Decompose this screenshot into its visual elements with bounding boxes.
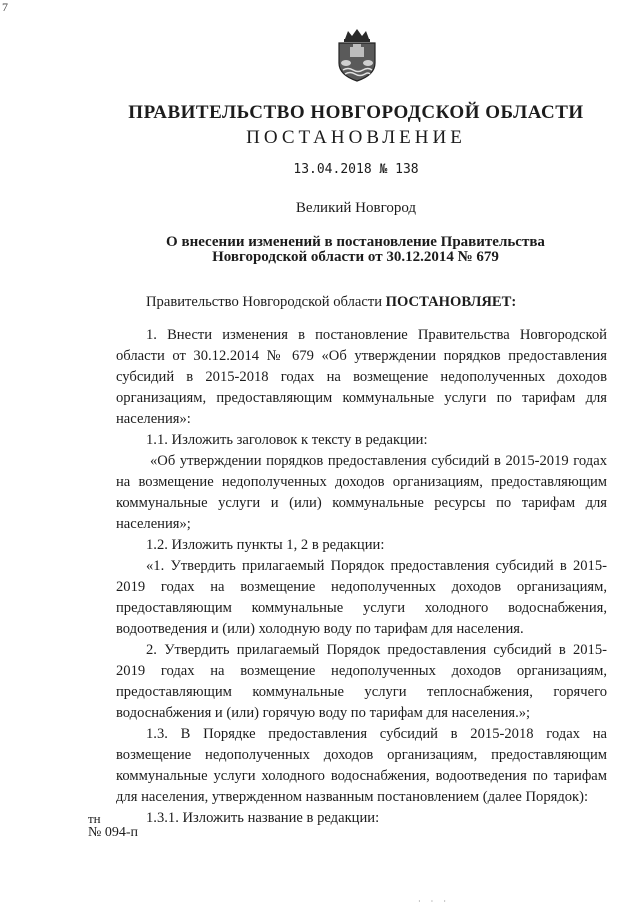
paragraph: 1.2. Изложить пункты 1, 2 в редакции:: [146, 537, 385, 553]
paragraph: «1. Утвердить прилагаемый Порядок предоставления субсидий в 2015-2019 годах на возмещение недополученных доходов организациям, предоставляющим коммунальные услуги холодного водоснабжения, водоотведения и (или) холодную воду по тарифам для населения.: [116, 558, 607, 637]
resolution-intro: [116, 292, 607, 313]
novgorod-coat-of-arms-icon: [332, 27, 382, 83]
intro-text: Правительство Новгородской области: [146, 294, 386, 310]
intro-resolves: ПОСТАНОВЛЯЕТ:: [385, 294, 517, 310]
paragraph: «Об утверждении порядков предоставления субсидий в 2015-2019 годах на возмещение недополученных доходов организациям, предоставляющим коммунальные услуги и (или) коммунальные ресурсы по тарифам для населения»;: [116, 453, 607, 532]
document-subject: [72, 235, 639, 265]
subject-line-1: О внесении изменений в постановление Правительства: [166, 234, 545, 250]
executor-initials: тн: [88, 811, 101, 826]
paragraph: 1. Внести изменения в постановление Правительства Новгородской области от 30.12.2014 № 679 «Об утверждении порядков предоставления субсидий в 2015-2018 годах на возмещение недополученных доходов организациям, предоставляющим коммунальные услуги по тарифам для населения»:: [116, 327, 607, 427]
government-title: ПРАВИТЕЛЬСТВО НОВГОРОДСКОЙ ОБЛАСТИ: [128, 102, 584, 123]
corner-mark: 7: [2, 0, 8, 14]
paragraph: 2. Утвердить прилагаемый Порядок предоставления субсидий в 2015-2019 годах на возмещение недополученных доходов организациям, предоставляющим коммунальные услуги теплоснабжения, горячего водоснабжения и (или) горячую воду по тарифам для населения.»;: [116, 642, 607, 721]
document-body: [116, 292, 607, 829]
document-city: Великий Новгород: [295, 200, 417, 216]
paragraph: 1.1. Изложить заголовок к тексту в редакции:: [146, 432, 428, 448]
paragraph: 1.3. В Порядке предоставления субсидий в 2015-2018 годах на возмещение недополученных доходов организациям, предоставляющим коммунальные услуги холодного водоснабжения, водоотведения по тарифам для населения, утвержденном названным постановлением (далее Порядок):: [116, 726, 607, 805]
document-date-number: 13.04.2018 № 138: [293, 162, 419, 177]
subject-line-2: Новгородской области от 30.12.2014 № 679: [212, 249, 499, 265]
document-footer: [88, 812, 138, 840]
document-code: № 094-п: [88, 825, 139, 840]
document-type: ПОСТАНОВЛЕНИЕ: [246, 127, 466, 148]
paragraph: 1.3.1. Изложить название в редакции:: [146, 810, 380, 826]
scan-dots: · · ·: [418, 897, 450, 906]
